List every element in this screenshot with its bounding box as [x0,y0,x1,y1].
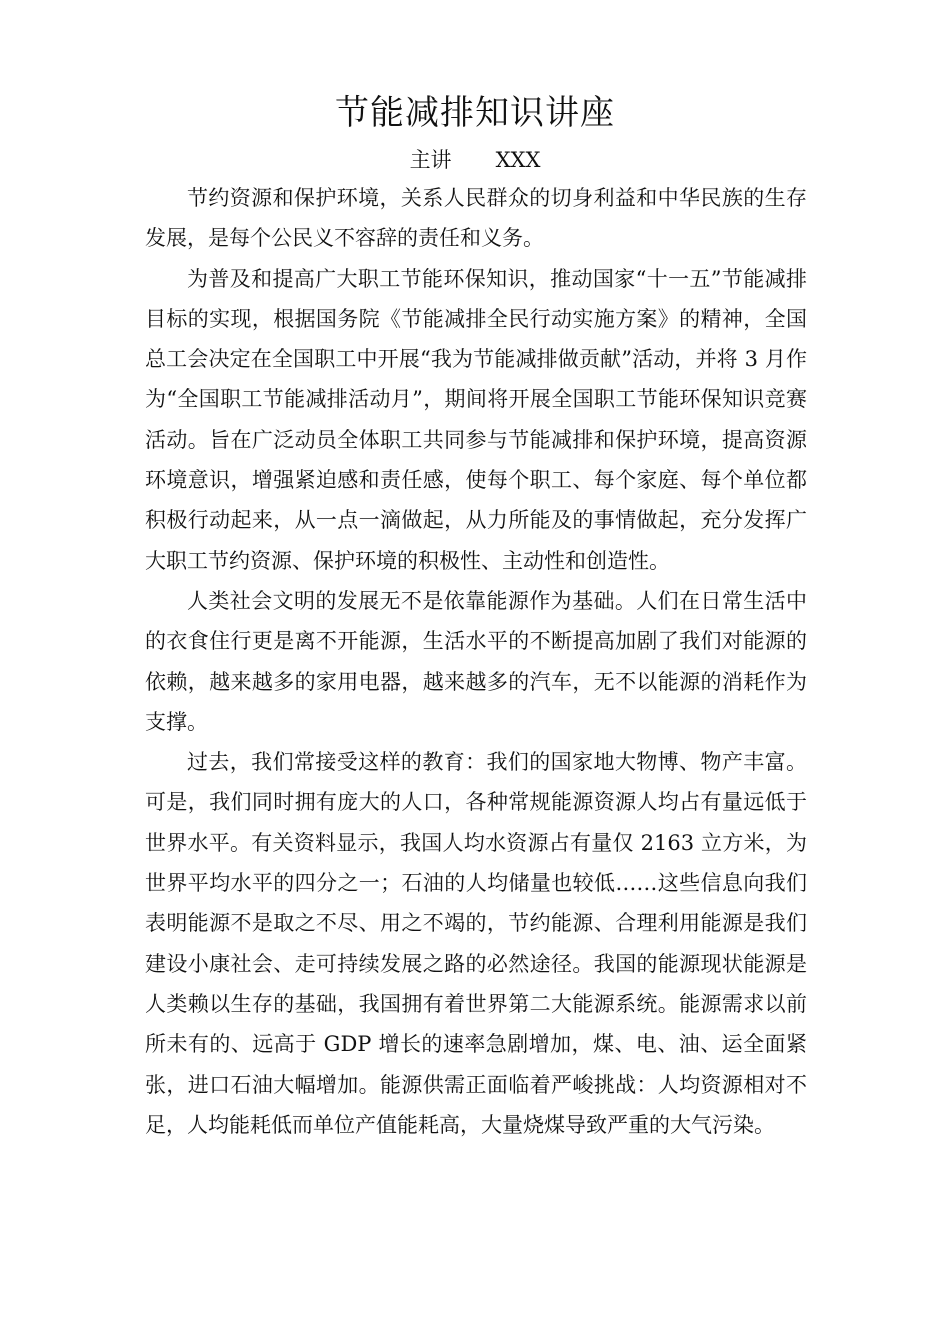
paragraph-3: 人类社会文明的发展无不是依靠能源作为基础。人们在日常生活中的衣食住行更是离不开能源，生活水平的不断提高加剧了我们对能源的依赖，越来越多的家用电器，越来越多的汽车，无不以能源的消耗作为支撑。 [145,588,807,734]
presenter-label: 主讲 [409,148,452,172]
paragraph-1: 节约资源和保护环境，关系人民群众的切身利益和中华民族的生存发展，是每个公民义不容辞的责任和义务。 [145,186,807,251]
paragraph-4: 过去，我们常接受这样的教育：我们的国家地大物博、物产丰富。可是，我们同时拥有庞大的人口，各种常规能源资源人均占有量远低于世界水平。有关资料显示，我国人均水资源占有量仅 2163 立方米，为世界平均水平的四分之一；石油的人均储量也较低……这些信息向我们表明能源不是取之不尽、用之不竭的，节约能源、合理利用能源是我们建设小康社会、走可持续发展之路的必然途径。我国的能源现状能源是人类赖以生存的基础，我国拥有着世界第二大能源系统。能源需求以前所未有的、远高于 GDP 增长的速率急剧增加，煤、电、油、运全面紧张，进口石油大幅增加。能源供需正面临着严峻挑战：人均资源相对不足，人均能耗低而单位产值能耗高，大量烧煤导致严重的大气污染。 [145,750,807,1137]
presenter-name: XXX [495,148,541,172]
presenter-line [0,145,950,175]
paragraph-2: 为普及和提高广大职工节能环保知识，推动国家“十一五”节能减排目标的实现，根据国务院《节能减排全民行动实施方案》的精神，全国总工会决定在全国职工中开展“我为节能减排做贡献”活动，并将 3 月作为“全国职工节能减排活动月”，期间将开展全国职工节能环保知识竞赛活动。旨在广泛动员全体职工共同参与节能减排和保护环境，提高资源环境意识，增强紧迫感和责任感，使每个职工、每个家庭、每个单位都积极行动起来，从一点一滴做起，从力所能及的事情做起，充分发挥广大职工节约资源、保护环境的积极性、主动性和创造性。 [145,266,807,573]
document-title: 节能减排知识讲座 [335,93,615,133]
document-body [145,178,807,1145]
